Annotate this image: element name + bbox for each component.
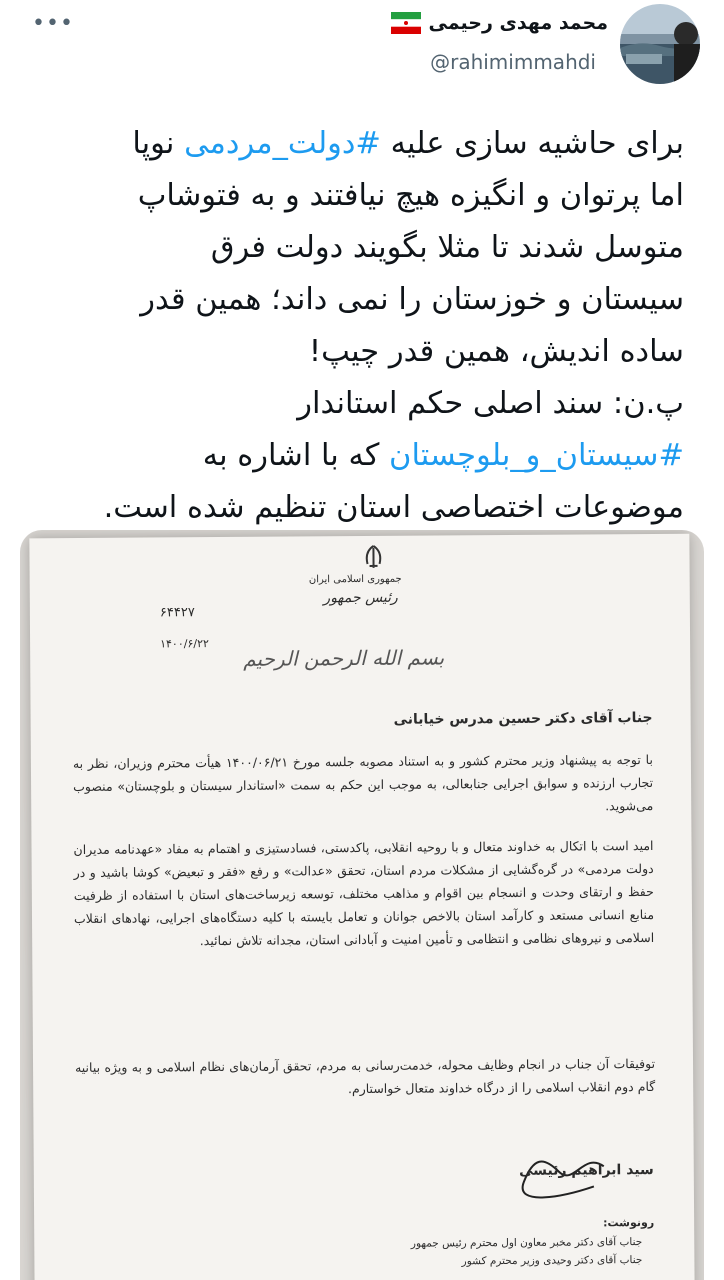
tweet-text-line	[34, 482, 684, 534]
tweet-text-segment: اما پرتوان و انگیزه هیچ نیافتند و به فتوشاپ	[137, 178, 684, 213]
tweet-media-image[interactable]	[20, 530, 704, 1280]
tweet-text-line	[34, 118, 684, 170]
tweet-text	[34, 118, 684, 534]
hashtag-link[interactable]: #دولت_مردمی	[184, 126, 381, 161]
tweet-text-segment: ساده اندیش، همین قدر چیپ!	[308, 334, 684, 369]
tweet-text-segment: پ.ن: سند اصلی حکم استاندار	[297, 386, 684, 421]
tweet-text-line	[34, 170, 684, 222]
addressee: جناب آقای دکتر حسین مدرس خیابانی	[393, 709, 653, 728]
paragraph-1: با توجه به پیشنهاد وزیر محترم کشور و به استناد مصوبه جلسه مورخ ۱۴۰۰/۰۶/۲۱ هیأت محترم وزیران، نظر به تجارب ارزنده و سوابق اجرایی جنابعالی، به موجب این حکم به سمت «استاندار سیستان و بلوچستان» منصوب می‌شوید.	[72, 751, 654, 814]
tweet-text-line	[34, 326, 684, 378]
cc-title: رونوشت:	[603, 1215, 655, 1230]
tweet-text-line	[34, 430, 684, 482]
tweet-text-line	[34, 378, 684, 430]
avatar[interactable]	[620, 4, 700, 84]
tweet-text-segment: متوسل شدند تا مثلا بگویند دولت فرق	[210, 230, 684, 265]
letter-date: ۱۴۰۰/۶/۲۲	[160, 637, 209, 651]
author-handle[interactable]: @rahimimmahdi	[430, 50, 596, 74]
more-options-icon[interactable]: •••	[32, 11, 74, 36]
tweet-text-segment: موضوعات اختصاصی استان تنظیم شده است.	[103, 490, 684, 525]
author-name-row[interactable]	[391, 12, 608, 34]
tweet-header	[0, 0, 724, 100]
tweet-text-line	[34, 274, 684, 326]
tweet-text-line	[34, 222, 684, 274]
emblem-caption: جمهوری اسلامی ایران	[308, 573, 402, 586]
author-name[interactable]: محمد مهدی رحیمی	[428, 12, 608, 34]
bismillah-calligraphy: بسم الله الرحمن الرحیم	[243, 645, 445, 671]
letter-number: ۶۴۴۲۷	[159, 605, 195, 621]
tweet-text-segment: سیستان و خوزستان را نمی داند؛ همین قدر	[140, 282, 684, 317]
tweet-text-segment: برای حاشیه سازی علیه	[380, 126, 684, 161]
tweet-text-segment: که با اشاره به	[202, 438, 390, 473]
cc-item: جناب آقای دکتر وحیدی وزیر محترم کشور	[461, 1254, 643, 1268]
decree-document	[29, 534, 694, 1280]
office-title: رئیس جمهور	[323, 589, 398, 607]
signer-name: سید ابراهیم رئیسی	[518, 1161, 654, 1179]
iran-emblem-icon	[357, 542, 389, 574]
hashtag-link[interactable]: #سیستان_و_بلوچستان	[389, 438, 684, 473]
avatar-image	[620, 4, 700, 84]
tweet-text-segment: نوپا	[132, 126, 185, 161]
paragraph-3: توفیقات آن جناب در انجام وظایف محوله، خدمت‌رسانی به مردم، تحقق آرمان‌های نظام اسلامی و به ویژه بیانیه گام دوم انقلاب اسلامی را از درگاه خداوند متعال خواستارم.	[74, 1055, 656, 1097]
cc-item: جناب آقای دکتر مخبر معاون اول محترم رئیس جمهور	[410, 1236, 643, 1250]
paragraph-2: امید است با اتکال به خداوند متعال و با روحیه انقلابی، پاکدستی، فسادستیزی و اهتمام به مفاد «عهدنامه مدیران دولت مردمی» در گره‌گشایی از مشکلات مردم استان، تحقق «عدالت» و رفع «فقر و تبعیض» کوشا باشید و در حفظ و ارتقای وحدت و انسجام بین اقوام و مذاهب مختلف، توسعه زیرساخت‌های استان با استفاده از ظرفیت منابع انسانی مستعد و کارآمد استان بالاخص جوانان و تعامل بایسته با کلیه دستگاه‌های اجرایی، نهادهای انقلاب اسلامی و نیروهای نظامی و انتظامی و تأمین امنیت و آبادانی استان، مجدانه تلاش نمائید.	[73, 837, 655, 949]
iran-flag-icon	[391, 12, 421, 34]
